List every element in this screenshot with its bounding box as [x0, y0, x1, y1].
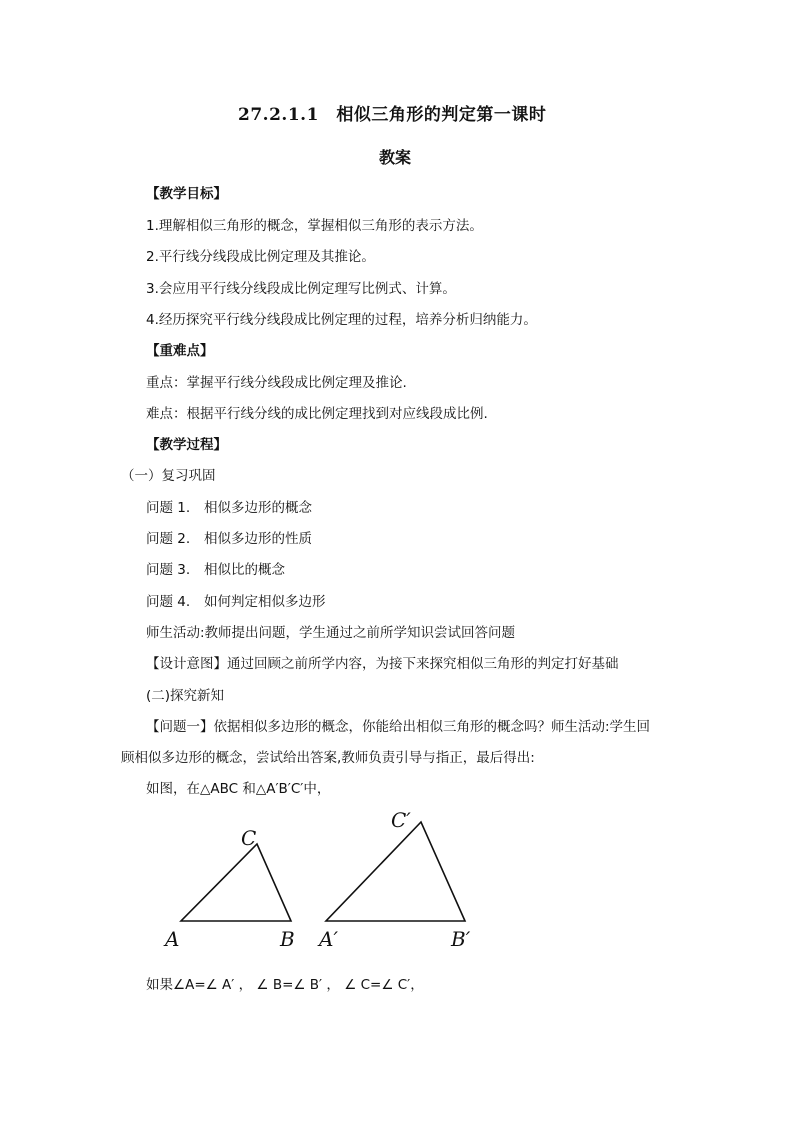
triangle-abc: [181, 844, 291, 921]
question-number: 问题 1.: [146, 500, 191, 516]
question-text: 相似多边形的性质: [204, 531, 312, 547]
question-text: 如何判定相似多边形: [204, 594, 326, 610]
key-points-heading: 【重难点】: [146, 343, 214, 359]
review-question: [146, 499, 312, 517]
question-number: 问题 2.: [146, 531, 191, 547]
vertex-label-a-prime: A′: [319, 927, 338, 951]
review-question: [146, 530, 312, 548]
difficult-point: 难点：根据平行线分线的成比例定理找到对应线段成比例.: [146, 406, 488, 422]
process-heading: 【教学过程】: [146, 437, 227, 453]
review-question: [146, 561, 285, 579]
objective-item: 4.经历探究平行线分线段成比例定理的过程，培养分析归纳能力。: [146, 312, 537, 328]
objectives-heading: 【教学目标】: [146, 186, 227, 202]
key-point: 重点：掌握平行线分线段成比例定理及推论.: [146, 375, 407, 391]
problem-one-line2: 顾相似多边形的概念，尝试给出答案,教师负责引导与指正，最后得出:: [121, 750, 535, 766]
teacher-activity: 师生活动:教师提出问题，学生通过之前所学知识尝试回答问题: [146, 625, 516, 641]
vertex-label-b: B: [280, 927, 295, 951]
question-number: 问题 3.: [146, 562, 191, 578]
vertex-label-c-prime: C′: [391, 808, 411, 832]
question-text: 相似多边形的概念: [204, 500, 312, 516]
objective-item: 3.会应用平行线分线段成比例定理写比例式、计算。: [146, 281, 456, 297]
review-question: [146, 593, 326, 611]
review-heading: （一）复习巩固: [121, 468, 216, 484]
vertex-label-c: C: [241, 826, 257, 850]
explore-heading: (二)探究新知: [146, 688, 225, 704]
triangle-a-prime-b-prime-c-prime: [326, 822, 465, 921]
page-title: 27.2.1.1 相似三角形的判定第一课时: [238, 105, 547, 125]
page-subtitle: 教案: [379, 148, 412, 167]
problem-one-line1: 【问题一】依据相似多边形的概念，你能给出相似三角形的概念吗？师生活动:学生回: [146, 719, 651, 735]
vertex-label-b-prime: B′: [451, 927, 471, 951]
design-intent: 【设计意图】通过回顾之前所学内容，为接下来探究相似三角形的判定打好基础: [146, 656, 619, 672]
angle-condition: 如果∠A=∠ A′ ， ∠ B=∠ B′ ， ∠ C=∠ C′，: [146, 977, 424, 993]
question-number: 问题 4.: [146, 594, 191, 610]
vertex-label-a: A: [165, 927, 180, 951]
figure-intro: 如图，在△ABC 和△A′B′C′中，: [146, 781, 331, 797]
objective-item: 1.理解相似三角形的概念，掌握相似三角形的表示方法。: [146, 218, 483, 234]
question-text: 相似比的概念: [204, 562, 285, 578]
similar-triangles-figure: [0, 800, 794, 970]
objective-item: 2.平行线分线段成比例定理及其推论。: [146, 249, 375, 265]
